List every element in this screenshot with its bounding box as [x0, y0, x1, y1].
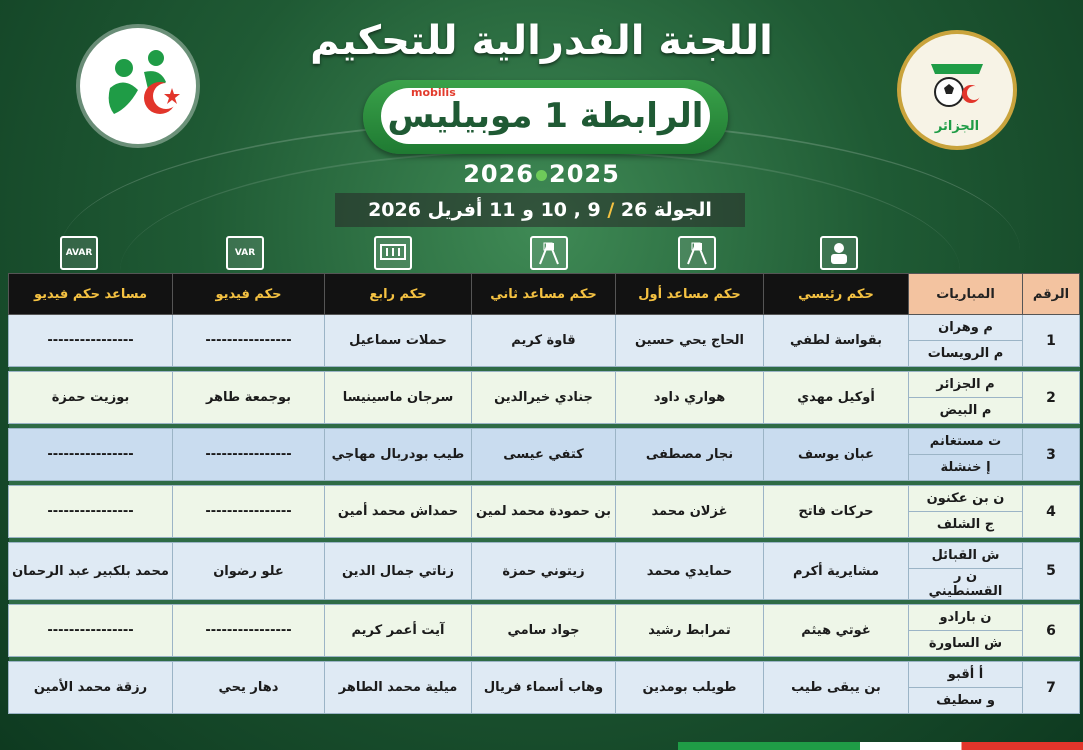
cell-avar: ---------------- — [9, 605, 173, 657]
row-number: 4 — [1023, 486, 1080, 538]
table-row — [9, 662, 1080, 688]
match-home-team: ن بن عكنون — [909, 486, 1023, 512]
page-title: اللجنة الفدرالية للتحكيم — [310, 18, 773, 64]
var-icon: VAR — [226, 236, 264, 270]
match-home-team: م الجزائر — [909, 372, 1023, 398]
table-row — [9, 315, 1080, 341]
cell-assistant2: جنادي خيرالدين — [472, 372, 616, 424]
cell-var: ---------------- — [173, 315, 325, 367]
cell-assistant2: زيتوني حمزة — [472, 543, 616, 600]
season-dot-icon — [536, 170, 547, 181]
cell-assistant1: نجار مصطفى — [616, 429, 764, 481]
league-badge — [363, 80, 728, 154]
row-number: 7 — [1023, 662, 1080, 714]
cell-avar: ---------------- — [9, 486, 173, 538]
table-row — [9, 486, 1080, 512]
match-home-team: م وهران — [909, 315, 1023, 341]
cell-var: ---------------- — [173, 605, 325, 657]
cell-referee: غوتي هيثم — [764, 605, 909, 657]
header-fourth: حكم رابع — [325, 274, 472, 315]
header-referee: حكم رئيسي — [764, 274, 909, 315]
assignments-table — [8, 273, 1080, 714]
season-to: 2026 — [463, 160, 534, 188]
header-avar: مساعد حكم فيديو — [9, 274, 173, 315]
cell-var: ---------------- — [173, 486, 325, 538]
row-number: 2 — [1023, 372, 1080, 424]
cell-fourth: حملات سماعيل — [325, 315, 472, 367]
round-slash: / — [607, 199, 615, 221]
cell-assistant1: حمايدي محمد — [616, 543, 764, 600]
match-home-team: ش القبائل — [909, 543, 1023, 569]
header-assistant2: حكم مساعد ثاني — [472, 274, 616, 315]
cell-avar: ---------------- — [9, 315, 173, 367]
avar-icon: AVAR — [60, 236, 98, 270]
row-number: 5 — [1023, 543, 1080, 600]
cell-fourth: حمداش محمد أمين — [325, 486, 472, 538]
league-name: الرابطة 1 موبيليس — [381, 88, 710, 144]
cell-assistant1: تمرابط رشيد — [616, 605, 764, 657]
row-number: 1 — [1023, 315, 1080, 367]
substitution-board-icon — [374, 236, 412, 270]
header-match: المباريات — [909, 274, 1023, 315]
cell-var: دهار يحي — [173, 662, 325, 714]
cell-fourth: طيب بودربال مهاجي — [325, 429, 472, 481]
match-away-team: إ خنشلة — [909, 455, 1023, 481]
cell-assistant1: الحاج يحي حسين — [616, 315, 764, 367]
header-num: الرقم — [1023, 274, 1080, 315]
match-home-team: ن بارادو — [909, 605, 1023, 631]
cell-var: ---------------- — [173, 429, 325, 481]
league-logo — [80, 28, 196, 144]
cell-fourth: آيت أعمر كريم — [325, 605, 472, 657]
cell-referee: مشايرية أكرم — [764, 543, 909, 600]
cell-assistant1: هواري داود — [616, 372, 764, 424]
season-from: 2025 — [549, 160, 620, 188]
cell-fourth: سرجان ماسينيسا — [325, 372, 472, 424]
cell-assistant2: كتفي عيسى — [472, 429, 616, 481]
header-assistant1: حكم مساعد أول — [616, 274, 764, 315]
table-row — [9, 372, 1080, 398]
flag-stripe — [678, 742, 1083, 750]
svg-text:الجزائر: الجزائر — [934, 119, 980, 134]
season — [0, 160, 1083, 188]
cell-assistant1: غزلان محمد — [616, 486, 764, 538]
referee-icon — [820, 236, 858, 270]
header-var: حكم فيديو — [173, 274, 325, 315]
cell-var: علو رضوان — [173, 543, 325, 600]
table-header — [9, 274, 1080, 315]
match-away-team: ن ر القسنطيني — [909, 569, 1023, 600]
match-home-team: أ أقبو — [909, 662, 1023, 688]
row-number: 6 — [1023, 605, 1080, 657]
cell-fourth: زناتي جمال الدين — [325, 543, 472, 600]
table-row — [9, 429, 1080, 455]
cell-referee: حركات فاتح — [764, 486, 909, 538]
cell-referee: بن يبقى طيب — [764, 662, 909, 714]
match-away-team: ج الشلف — [909, 512, 1023, 538]
cell-avar: محمد بلكبير عبد الرحمان — [9, 543, 173, 600]
cell-assistant2: بن حمودة محمد لمين — [472, 486, 616, 538]
cell-avar: ---------------- — [9, 429, 173, 481]
round-label: الجولة 26 — [620, 199, 712, 221]
match-away-team: ش الساورة — [909, 631, 1023, 657]
cell-referee: أوكيل مهدي — [764, 372, 909, 424]
row-number: 3 — [1023, 429, 1080, 481]
cell-avar: رزقة محمد الأمين — [9, 662, 173, 714]
cell-assistant1: طويلب بومدين — [616, 662, 764, 714]
match-home-team: ت مستغانم — [909, 429, 1023, 455]
federation-logo — [901, 34, 1013, 146]
cell-referee: عبان يوسف — [764, 429, 909, 481]
cell-assistant2: جواد سامي — [472, 605, 616, 657]
checkered-flags-icon — [678, 236, 716, 270]
round-banner — [335, 193, 745, 227]
match-away-team: و سطيف — [909, 688, 1023, 714]
sponsor-tag: mobilis — [411, 86, 456, 99]
cell-assistant2: وهاب أسماء فريال — [472, 662, 616, 714]
cell-var: بوجمعة طاهر — [173, 372, 325, 424]
match-away-team: م الرويسات — [909, 341, 1023, 367]
match-away-team: م البيض — [909, 398, 1023, 424]
cell-assistant2: قاوة كريم — [472, 315, 616, 367]
cell-referee: بقواسة لطفي — [764, 315, 909, 367]
checkered-flags-icon — [530, 236, 568, 270]
round-dates: 9 , 10 و 11 أفريل 2026 — [368, 199, 601, 221]
cell-avar: بوزيت حمزة — [9, 372, 173, 424]
table-row — [9, 543, 1080, 569]
cell-fourth: ميلية محمد الطاهر — [325, 662, 472, 714]
table-row — [9, 605, 1080, 631]
